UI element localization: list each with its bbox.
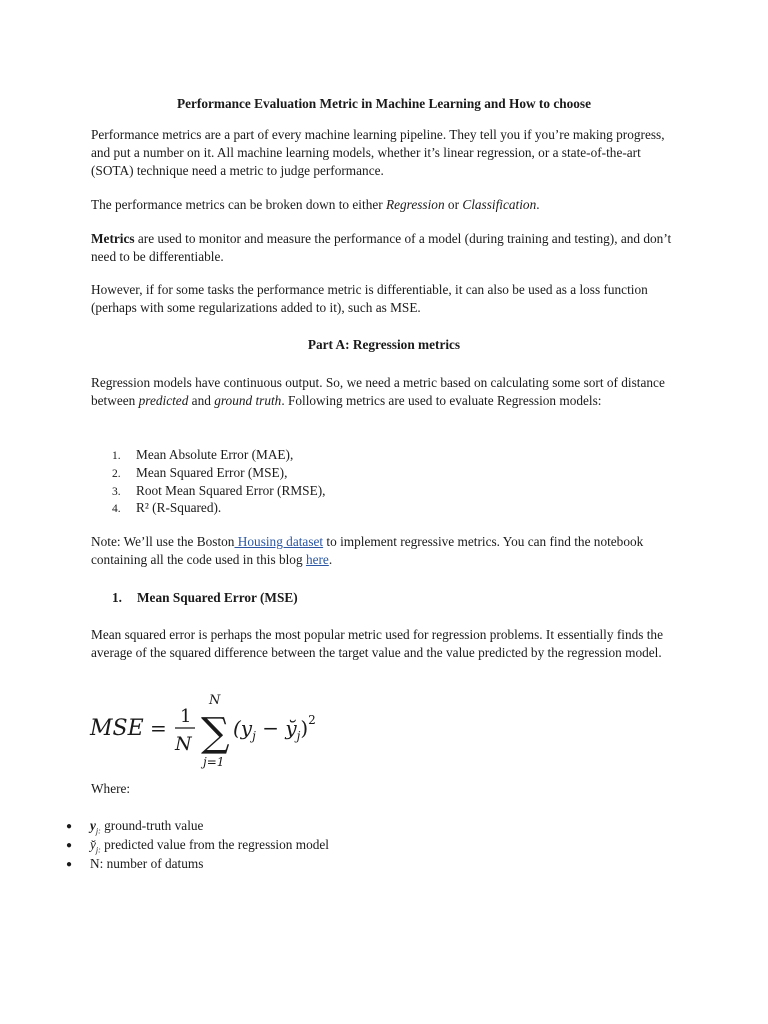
list-number: 4. <box>112 503 121 515</box>
mse-paragraph: Mean squared error is perhaps the most popular metric used for regression problems. It essentially finds the average of the squared difference between the target value and the value predicted by the regression model. <box>91 627 663 661</box>
formula-denominator: N <box>175 733 192 755</box>
heading-number: 1. <box>112 590 122 605</box>
text-span: or <box>444 197 463 212</box>
bullet-icon: ● <box>66 859 73 870</box>
text-span: to implement regressive metrics. You can find the notebook containing all the code used in this blog <box>91 534 644 568</box>
intro-paragraph-4: However, if for some tasks the performance metric is differentiable, it can also be used as a loss function (perhaps with some regularizations added to it), such as MSE. <box>91 282 648 316</box>
body-minus: − y̆ <box>255 716 297 740</box>
list-text: Root Mean Squared Error (RMSE), <box>136 483 326 498</box>
part-a-heading: Part A: Regression metrics <box>307 337 461 352</box>
mse-formula <box>88 690 338 770</box>
ground-truth-term: ground truth <box>214 393 282 409</box>
text-span: are used to monitor and measure the performance of a model (during training and testing), and don’t need to be differentiable. <box>91 231 672 265</box>
bullet-subscript: j: <box>95 845 101 855</box>
bullet-subscript: j: <box>95 826 101 836</box>
text-span: Note: We’ll use the Boston <box>91 534 235 549</box>
sum-lower-limit: j=1 <box>203 755 225 769</box>
body-close: ) <box>300 716 309 740</box>
sum-upper-limit: N <box>209 693 221 708</box>
body-exponent: 2 <box>308 713 316 727</box>
where-label: Where: <box>91 781 131 796</box>
bullet-text: predicted value from the regression model <box>100 837 329 852</box>
housing-dataset-link[interactable]: Housing dataset <box>234 534 324 549</box>
formula-body <box>233 713 316 743</box>
list-number: 2. <box>112 468 121 480</box>
list-number: 3. <box>112 486 121 498</box>
list-text: R² (R-Squared). <box>136 500 222 515</box>
body-open: (y <box>233 716 253 740</box>
classification-term: Classification <box>462 197 537 212</box>
list-item <box>112 499 221 518</box>
bullet-text: N: number of datums <box>90 856 204 871</box>
text-span: . <box>328 552 333 568</box>
formula-equals: = <box>150 716 167 740</box>
text-span: . <box>536 197 540 212</box>
metrics-term: Metrics <box>91 231 135 246</box>
body-sub-1: j <box>252 729 256 743</box>
formula-numerator: 1 <box>180 706 192 727</box>
formula-lhs: MSE <box>90 716 144 741</box>
list-text: Mean Squared Error (MSE), <box>136 465 288 480</box>
heading-text: Mean Squared Error (MSE) <box>137 590 298 605</box>
bullet-symbol: y <box>90 818 96 833</box>
text-span: . Following metrics are used to evaluate Regression models: <box>281 393 602 409</box>
part-a-paragraph <box>91 374 676 410</box>
bullet-symbol: y̆ <box>90 837 96 852</box>
list-text: Mean Absolute Error (MAE), <box>136 447 294 462</box>
intro-paragraph-2 <box>91 196 676 214</box>
list-item <box>112 464 287 483</box>
bullet-text: ground-truth value <box>100 818 204 833</box>
bullet-icon: ● <box>66 840 73 851</box>
list-item <box>112 446 293 465</box>
note-paragraph <box>91 533 676 569</box>
notebook-link[interactable]: here <box>305 552 329 568</box>
document-title: Performance Evaluation Metric in Machine Learning and How to choose <box>176 96 591 111</box>
list-number: 1. <box>112 450 121 462</box>
body-sub-2: j <box>296 729 301 743</box>
text-span: and <box>188 393 215 409</box>
intro-paragraph-1: Performance metrics are a part of every machine learning pipeline. They tell you if you’re making progress, and put a number on it. All machine learning models, whether it’s linear regression, or a state-of-the-art (SOTA) technique need a metric to judge performance. <box>91 127 665 179</box>
regression-term: Regression <box>386 197 445 212</box>
intro-paragraph-3 <box>91 230 676 266</box>
predicted-term: predicted <box>138 393 189 409</box>
list-item <box>66 855 203 874</box>
mse-heading <box>112 589 298 607</box>
text-span: Regression models have continuous output. So, we need a metric based on calculating some sort of distance between <box>91 375 665 409</box>
bullet-icon: ● <box>66 821 73 832</box>
text-span: The performance metrics can be broken down to either <box>91 197 386 212</box>
summation-sign: ∑ <box>201 710 230 756</box>
